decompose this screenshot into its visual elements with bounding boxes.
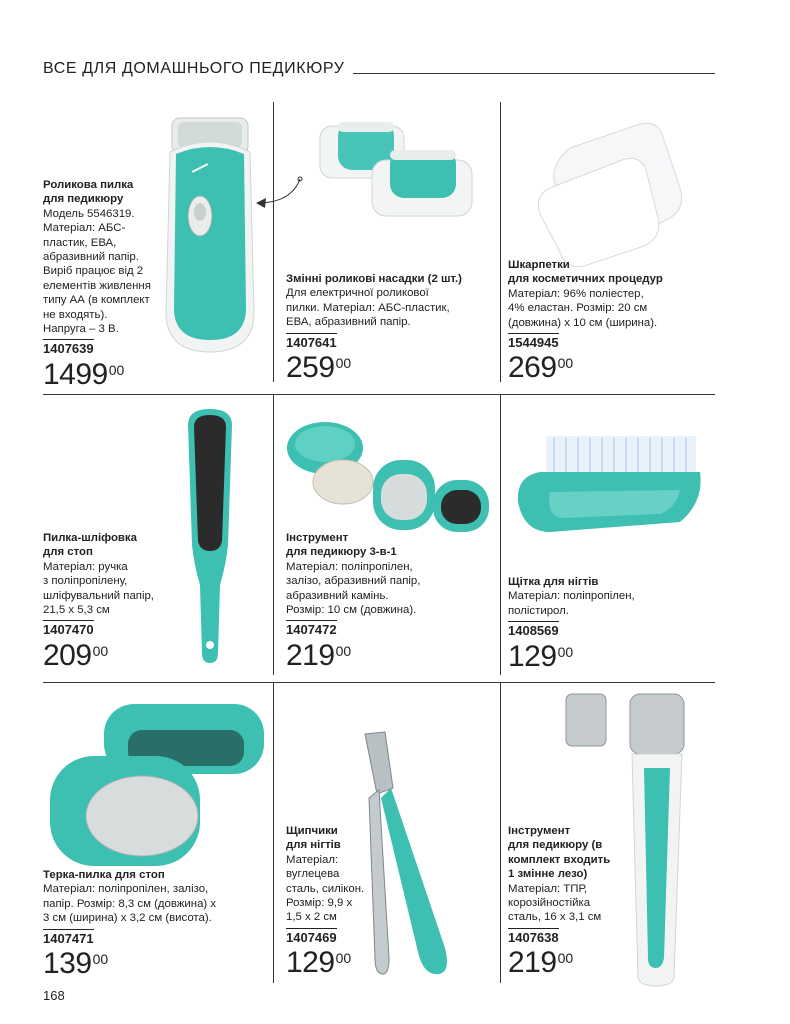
price-main: 1499 xyxy=(43,357,108,391)
product-name: Щітка для нігтів xyxy=(508,576,599,588)
product-description: Модель 5546319. Матеріал: АБС- пластик, ЕВА, абразивний папір. Виріб працює від 2 елементів живлення типу АА (в комплект не входять). Напруга – 3 В. xyxy=(43,207,151,336)
product-foot-grater xyxy=(43,868,268,979)
product-code: 1407639 xyxy=(43,341,94,357)
product-code: 1408569 xyxy=(508,623,559,639)
product-price xyxy=(508,353,713,383)
product-price xyxy=(43,949,268,979)
product-price xyxy=(286,353,496,383)
product-name: Терка-пилка для стоп xyxy=(43,869,165,881)
roller-refills-image xyxy=(316,110,476,220)
pointer-arrow-icon xyxy=(252,175,304,211)
price-main: 209 xyxy=(43,638,92,672)
price-main: 139 xyxy=(43,947,92,981)
product-code: 1407471 xyxy=(43,930,94,946)
price-cents: 00 xyxy=(92,642,109,659)
product-name: Пилка-шліфовка для стоп xyxy=(43,532,137,559)
product-description: Матеріал: 96% поліестер, 4% еластан. Розмір: 20 см (довжина) х 10 см (ширина). xyxy=(508,287,658,329)
price-main: 219 xyxy=(508,946,557,980)
product-nail-brush xyxy=(508,575,713,672)
product-name: Щипчики для нігтів xyxy=(286,825,341,852)
product-callus-shaver xyxy=(508,824,628,978)
product-roller-file xyxy=(43,178,183,390)
price-main: 129 xyxy=(286,946,335,980)
price-cents: 00 xyxy=(92,951,109,968)
price-main: 259 xyxy=(286,351,335,385)
price-main: 129 xyxy=(508,639,557,673)
product-description: Матеріал: вуглецева сталь, силікон. Розмір: 9,9 х 1,5 х 2 см xyxy=(286,853,365,924)
product-code: 1407641 xyxy=(286,334,337,350)
price-cents: 00 xyxy=(335,642,352,659)
product-name: Роликова пилка для педикюру xyxy=(43,179,134,206)
product-foot-file xyxy=(43,531,183,671)
product-socks xyxy=(508,258,713,383)
grid-divider xyxy=(273,395,274,675)
section-header xyxy=(43,58,715,80)
pedicure-3in1-image xyxy=(285,412,495,537)
product-nail-clippers xyxy=(286,824,386,978)
foot-file-image xyxy=(180,405,240,665)
product-code: 1544945 xyxy=(508,335,559,351)
price-main: 219 xyxy=(286,638,335,672)
price-cents: 00 xyxy=(335,355,352,372)
nail-brush-image xyxy=(510,432,705,537)
product-code: 1407638 xyxy=(508,929,559,945)
grid-divider xyxy=(43,682,715,683)
price-cents: 00 xyxy=(108,361,125,378)
product-description: Матеріал: поліпропілен, залізо, папір. Розмір: 8,3 см (довжина) х 3 см (ширина) х 3,2 см (висота). xyxy=(43,883,217,925)
price-cents: 00 xyxy=(557,355,574,372)
product-code: 1407472 xyxy=(286,622,337,638)
product-description: Для електричної роликової пилки. Матеріал: АБС-пластик, ЕВА, абразивний папір. xyxy=(286,287,450,329)
grid-divider xyxy=(500,102,501,382)
product-name: Шкарпетки для косметичних процедур xyxy=(508,259,663,286)
product-price xyxy=(508,948,628,978)
grid-divider xyxy=(43,394,715,395)
product-code: 1407469 xyxy=(286,929,337,945)
product-description: Матеріал: поліпропілен, залізо, абразивний папір, абразивний камінь. Розмір: 10 см (довжина). xyxy=(286,560,421,617)
grid-divider xyxy=(500,683,501,983)
product-description: Матеріал: поліпропілен, полістирол. xyxy=(508,590,635,617)
foot-grater-image xyxy=(46,700,271,870)
price-cents: 00 xyxy=(335,950,352,967)
grid-divider xyxy=(273,683,274,983)
product-pedicure-3in1 xyxy=(286,531,496,671)
product-name: Інструмент для педикюру 3-в-1 xyxy=(286,532,397,559)
product-price xyxy=(286,948,386,978)
price-main: 269 xyxy=(508,351,557,385)
price-cents: 00 xyxy=(557,643,574,660)
product-price xyxy=(508,639,713,673)
price-cents: 00 xyxy=(557,950,574,967)
product-code: 1407470 xyxy=(43,622,94,638)
product-price xyxy=(43,638,183,672)
product-name: Інструмент для педикюру (в комплект входить 1 змінне лезо) xyxy=(508,825,611,881)
grid-divider xyxy=(273,102,274,382)
header-rule xyxy=(353,73,715,74)
product-price xyxy=(43,357,183,391)
page-number: 168 xyxy=(43,988,65,1003)
page-title: ВСЕ ДЛЯ ДОМАШНЬОГО ПЕДИКЮРУ xyxy=(43,60,345,77)
socks-image xyxy=(530,118,690,268)
grid-divider xyxy=(500,395,501,675)
product-description: Матеріал: ТПР, корозійностійка сталь, 16 х 3,1 см xyxy=(508,882,602,924)
product-roller-refills xyxy=(286,272,496,383)
product-description: Матеріал: ручка з поліпропілену, шліфувальний папір, 21,5 х 5,3 см xyxy=(43,560,154,617)
product-name: Змінні роликові насадки (2 шт.) xyxy=(286,273,462,285)
product-price xyxy=(286,638,496,672)
